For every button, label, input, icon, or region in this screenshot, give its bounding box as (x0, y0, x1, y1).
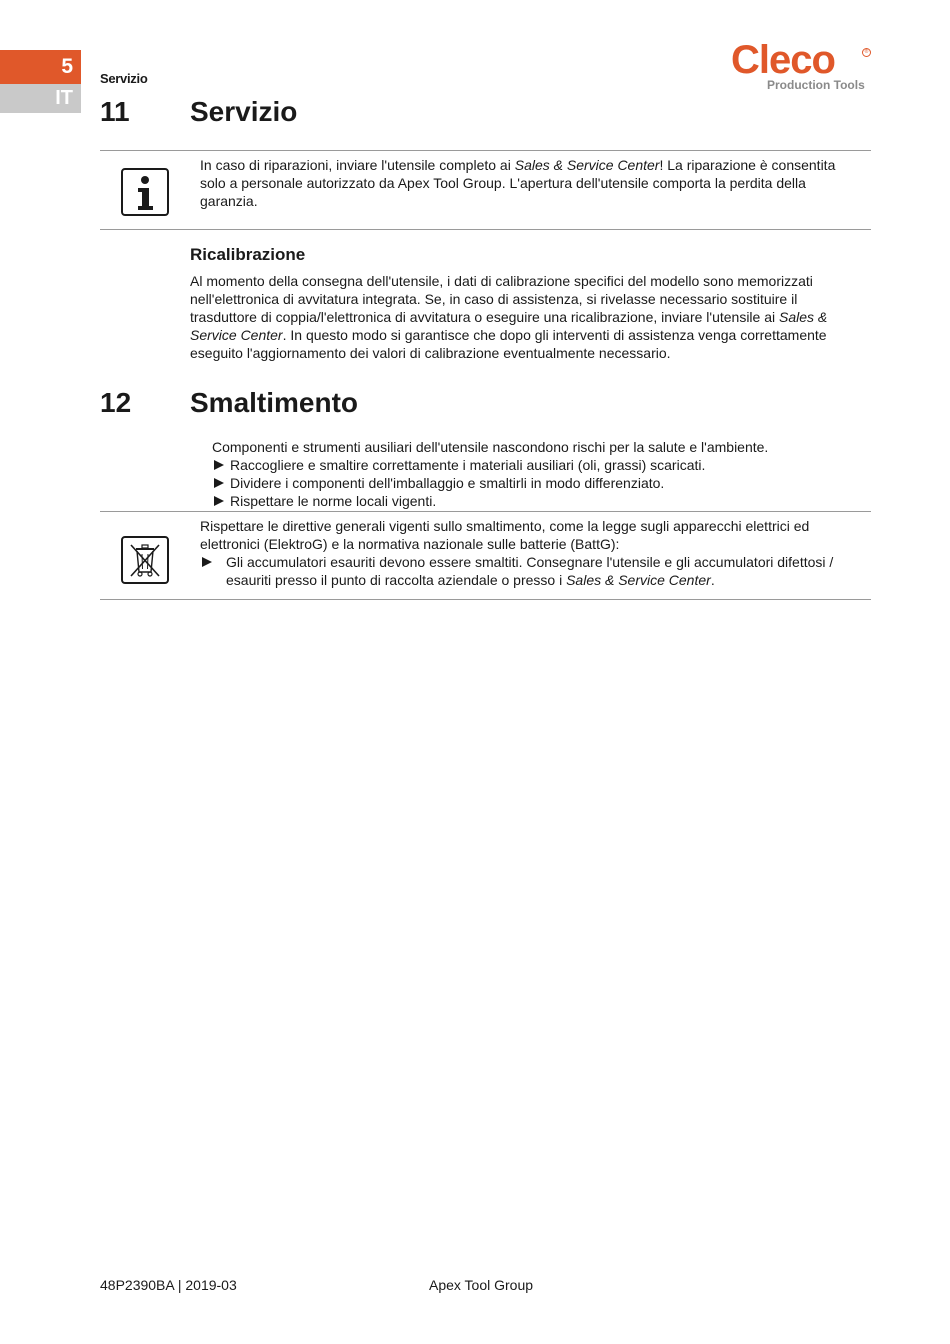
arrow-bullet-icon (214, 496, 224, 506)
service-note (200, 156, 864, 210)
language-tab: IT (0, 84, 81, 113)
section-11-title: Servizio (190, 96, 298, 127)
list-item: Rispettare le norme locali vigenti. (212, 492, 862, 510)
footer-company: Apex Tool Group (429, 1277, 534, 1293)
divider (100, 599, 871, 600)
logo-wordmark: Cleco (731, 38, 835, 82)
section-12-number: 12 (100, 387, 132, 418)
arrow-bullet-icon (214, 460, 224, 470)
info-icon (121, 168, 169, 221)
list-item: Gli accumulatori esauriti devono essere smaltiti. Consegnare l'utensile e gli accumulatori difettosi / esauriti presso il punto di raccolta aziendale o presso i Sales & Service Center. (200, 553, 864, 589)
section-12-title: Smaltimento (190, 387, 359, 418)
divider (100, 229, 871, 230)
footer-doc-id: 48P2390BA | 2019-03 (100, 1277, 237, 1293)
recalibration-text: . In questo modo si garantisce che dopo gli interventi di assistenza venga correttamente eseguito l'aggiornamento dei valori di calibrazione eventualmente necessario. (190, 327, 827, 361)
section-11-number: 11 (100, 96, 130, 127)
disposal-bullet-list (212, 456, 862, 510)
logo-subtitle: Production Tools (767, 78, 865, 92)
logo-registered-mark: ® (862, 48, 871, 57)
disposal-note-list (200, 553, 864, 589)
service-center-ref: Sales & Service Center (190, 309, 828, 343)
divider (100, 511, 871, 512)
disposal-note (200, 517, 864, 589)
page-number-tab: 5 (0, 50, 81, 84)
disposal-intro-block (212, 438, 862, 510)
arrow-bullet-icon (202, 557, 212, 567)
recalibration-paragraph (190, 272, 868, 362)
arrow-bullet-icon (214, 478, 224, 488)
recalibration-heading: Ricalibrazione (190, 245, 306, 264)
list-item: Raccogliere e smaltire correttamente i materiali ausiliari (oli, grassi) scaricati. (212, 456, 862, 474)
service-note-text: ! La riparazione è consentita solo a personale autorizzato da Apex Tool Group. L'apertura dell'utensile comporta la perdita della garanzia. (200, 157, 836, 209)
recalibration-text: Al momento della consegna dell'utensile, i dati di calibrazione specifici del modello sono memorizzati nell'elettronica di avvitatura integrata. Se, in caso di assistenza, si rivelasse necessario sostituire il trasduttore di coppia/l'elettronica di avvitatura o eseguire una ricalibrazione, inviare l'utensile ai (190, 273, 813, 325)
service-note-text: In caso di riparazioni, inviare l'utensile completo ai (200, 157, 515, 173)
disposal-note-text: Rispettare le direttive generali vigenti sullo smaltimento, come la legge sugli apparecchi elettrici ed elettronici (ElektroG) e la normativa nazionale sulle batterie (BattG): (200, 518, 810, 552)
service-center-ref: Sales & Service Center (566, 572, 711, 588)
running-header: Servizio (100, 71, 148, 86)
list-item: Dividere i componenti dell'imballaggio e smaltirli in modo differenziato. (212, 474, 862, 492)
divider (100, 150, 871, 151)
disposal-intro: Componenti e strumenti ausiliari dell'utensile nascondono rischi per la salute e l'ambiente. (212, 439, 769, 455)
service-center-ref: Sales & Service Center (514, 157, 660, 173)
crossed-out-bin-icon (121, 536, 169, 589)
